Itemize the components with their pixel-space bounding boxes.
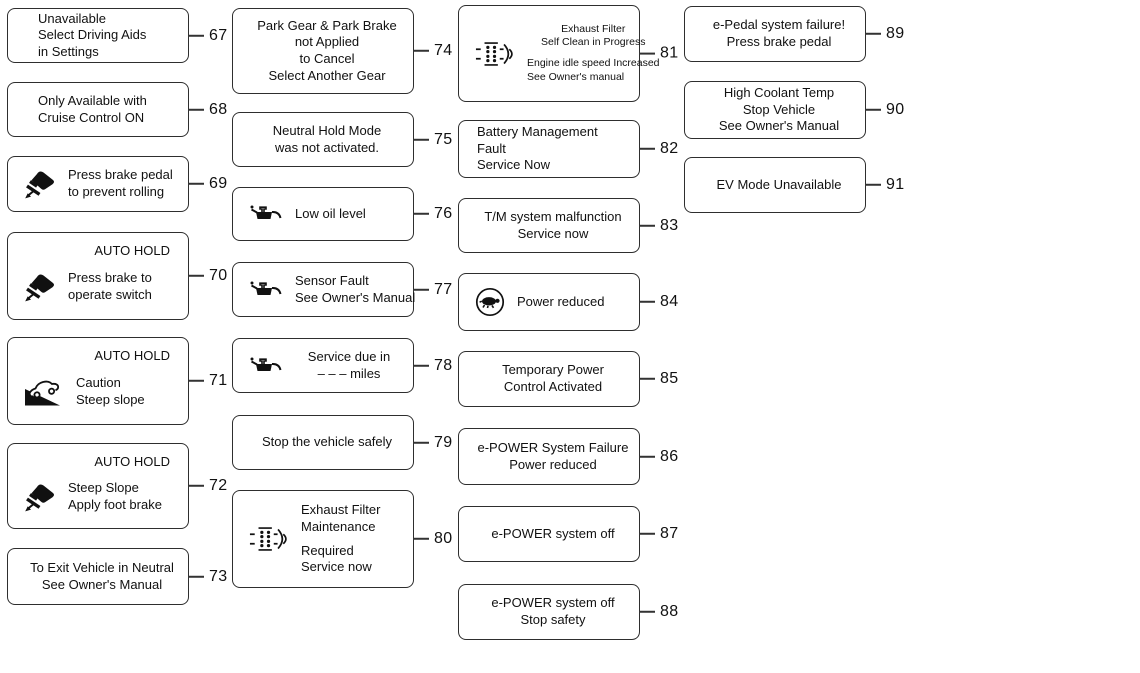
- ref-number: 78: [434, 356, 453, 374]
- message-line: e-POWER System Failure: [477, 439, 629, 455]
- ref-number: 72: [209, 476, 228, 494]
- message-box-90: [684, 81, 905, 139]
- message-line: Power reduced: [509, 456, 597, 472]
- callout-line: [639, 148, 655, 150]
- message-line: Neutral Hold Mode: [272, 122, 382, 138]
- message-line: Engine idle speed Increased: [527, 57, 660, 69]
- text-group: [301, 543, 403, 576]
- callout: [413, 355, 452, 375]
- message-box-68: [7, 82, 228, 137]
- message-text-block: [38, 11, 178, 61]
- message-line: Press brake pedal: [68, 167, 173, 183]
- callout: [188, 371, 227, 391]
- callout: [639, 292, 678, 312]
- callout: [865, 24, 904, 44]
- message-text-block: [251, 123, 403, 156]
- callout: [188, 566, 227, 586]
- message-line: Stop the vehicle safely: [261, 434, 393, 450]
- message-content: [469, 359, 629, 399]
- message-line: Apply foot brake: [68, 496, 162, 512]
- message-line: See Owner's Manual: [295, 289, 416, 305]
- message-box-88: [458, 584, 679, 640]
- text-group: [295, 206, 403, 223]
- auto-hold-label: AUTO HOLD: [94, 243, 170, 258]
- message-box-87: [458, 506, 679, 562]
- callout: [639, 602, 678, 622]
- message-box-67: [7, 8, 228, 63]
- message-text-block: [76, 375, 178, 408]
- callout-line: [413, 289, 429, 291]
- ref-number: 90: [886, 100, 905, 118]
- message-line: Exhaust Filter: [561, 22, 626, 35]
- text-group: [251, 18, 403, 85]
- message-line: Service Now: [477, 157, 550, 173]
- callout-line: [413, 538, 429, 540]
- ref-number: 73: [209, 567, 228, 585]
- brake-pedal-icon: [24, 272, 56, 302]
- callout-line: [639, 52, 655, 54]
- message-box-84: [458, 273, 679, 331]
- message-line: Unavailable: [38, 10, 106, 26]
- message-box-76: [232, 187, 453, 241]
- callout: [188, 25, 227, 45]
- callout-line: [865, 109, 881, 111]
- callout-line: [188, 183, 204, 185]
- exhaust-filter-icon: [249, 523, 289, 555]
- text-group: [477, 362, 629, 395]
- message-content: [18, 473, 178, 521]
- ref-number: 76: [434, 204, 453, 222]
- message-text-block: [477, 595, 629, 628]
- callout: [188, 174, 227, 194]
- message-line: To Exit Vehicle in Neutral: [30, 559, 174, 575]
- ref-number: 71: [209, 371, 228, 389]
- message-line: Steep slope: [76, 391, 145, 407]
- text-group: [68, 167, 178, 200]
- text-group: [477, 526, 629, 543]
- message-text-block: [477, 362, 629, 395]
- message-box-77: [232, 262, 453, 317]
- text-group: [251, 123, 403, 156]
- message-text-block: [517, 294, 629, 311]
- message-line: T/M system malfunction: [484, 208, 622, 224]
- message-box-81: [458, 5, 679, 102]
- message-text-block: [477, 209, 629, 242]
- message-text-block: [26, 560, 178, 593]
- message-content: [18, 164, 178, 204]
- message-line: See Owner's Manual: [41, 576, 163, 592]
- callout-line: [413, 365, 429, 367]
- message-line: Caution: [76, 375, 121, 391]
- message-line: Low oil level: [295, 205, 366, 221]
- message-content: [469, 281, 629, 323]
- ref-number: 80: [434, 529, 453, 547]
- oil-can-icon: [249, 204, 283, 224]
- ref-number: 81: [660, 44, 679, 62]
- message-text-block: [477, 124, 629, 174]
- callout-line: [413, 139, 429, 141]
- callout: [639, 139, 678, 159]
- message-text-block: [477, 440, 629, 473]
- callout: [413, 529, 452, 549]
- callout-line: [413, 442, 429, 444]
- callout: [188, 476, 227, 496]
- text-group: [477, 124, 629, 174]
- ref-number: 91: [886, 175, 905, 193]
- message-line: e-Pedal system failure!: [712, 17, 846, 33]
- callout: [413, 129, 452, 149]
- message-box-69: [7, 156, 228, 212]
- message-box-75: [232, 112, 453, 167]
- message-text-block: [703, 85, 855, 135]
- ref-number: 79: [434, 433, 453, 451]
- ref-number: 77: [434, 280, 453, 298]
- ref-number: 86: [660, 447, 679, 465]
- message-line: Temporary Power: [502, 362, 604, 378]
- callout-line: [413, 50, 429, 52]
- message-line: Exhaust Filter: [301, 502, 381, 518]
- callout-line: [188, 275, 204, 277]
- oil-can-icon: [249, 280, 283, 300]
- message-line: Steep Slope: [68, 480, 139, 496]
- message-text-block: [703, 17, 855, 50]
- message-content: [243, 498, 403, 580]
- message-line: See Owner's manual: [527, 70, 625, 83]
- message-content: [243, 423, 403, 462]
- message-content: [18, 90, 178, 129]
- ref-number: 84: [660, 292, 679, 310]
- text-group: [38, 93, 178, 126]
- message-content: [469, 124, 629, 173]
- ref-number: 74: [434, 41, 453, 59]
- message-text-block: [68, 270, 178, 303]
- message-line: Maintenance: [301, 518, 376, 534]
- message-box-83: [458, 198, 679, 253]
- message-content: [243, 195, 403, 233]
- message-text-block: [301, 502, 403, 576]
- message-content: [18, 262, 178, 312]
- turtle-icon: [475, 287, 505, 317]
- callout-line: [188, 35, 204, 37]
- callout-line: [188, 109, 204, 111]
- message-line: not Applied: [294, 34, 360, 50]
- message-text-block: [703, 177, 855, 194]
- message-line: See Owner's Manual: [718, 118, 840, 134]
- message-line: Control Activated: [503, 379, 603, 394]
- text-group: [517, 294, 629, 311]
- message-line: in Settings: [38, 43, 99, 59]
- message-content: [695, 14, 855, 54]
- exhaust-filter-icon: [475, 38, 515, 70]
- brake-pedal-icon: [24, 169, 56, 199]
- text-group: [26, 560, 178, 593]
- message-content: [243, 270, 416, 309]
- message-content: [469, 206, 629, 245]
- callout: [639, 446, 678, 466]
- text-group: [76, 375, 178, 408]
- callout: [413, 279, 452, 299]
- text-group: [477, 209, 629, 242]
- message-line: – – – miles: [317, 365, 381, 381]
- text-group: [295, 349, 403, 382]
- ref-number: 68: [209, 100, 228, 118]
- message-content: [469, 13, 660, 94]
- message-line: EV Mode Unavailable: [716, 176, 842, 192]
- message-line: to Cancel: [299, 51, 355, 66]
- ref-number: 75: [434, 130, 453, 148]
- message-line: Press brake pedal: [726, 34, 832, 49]
- callout-line: [639, 533, 655, 535]
- message-content: [695, 165, 855, 205]
- callout-line: [639, 378, 655, 380]
- text-group: [251, 434, 403, 451]
- message-content: [243, 120, 403, 159]
- callout-line: [188, 485, 204, 487]
- text-group: [703, 17, 855, 50]
- callout: [413, 432, 452, 452]
- callout: [865, 175, 904, 195]
- message-content: [243, 16, 403, 86]
- message-box-78: [232, 338, 453, 393]
- oil-can-icon: [249, 356, 283, 376]
- message-text-block: [295, 273, 415, 306]
- message-box-72: [7, 443, 228, 529]
- message-content: [469, 514, 629, 554]
- callout: [188, 266, 227, 286]
- message-line: Power reduced: [517, 293, 605, 309]
- text-group: [703, 177, 855, 194]
- message-content: [18, 367, 178, 417]
- callout: [413, 41, 452, 61]
- ref-number: 70: [209, 266, 228, 284]
- message-line: Select Driving Aids: [38, 27, 147, 43]
- message-line: Fault: [477, 140, 506, 156]
- auto-hold-label: AUTO HOLD: [94, 348, 170, 363]
- message-box-80: [232, 490, 453, 588]
- callout-line: [413, 213, 429, 215]
- message-line: Press brake to: [68, 270, 152, 286]
- message-line: Battery Management: [477, 124, 598, 140]
- text-group: [477, 595, 629, 628]
- callout-line: [639, 225, 655, 227]
- message-text-block: [68, 480, 178, 513]
- message-line: Service due in: [307, 348, 391, 364]
- callout: [639, 369, 678, 389]
- callout-line: [865, 184, 881, 186]
- ref-number: 85: [660, 369, 679, 387]
- callout-line: [639, 301, 655, 303]
- message-box-79: [232, 415, 453, 470]
- callout: [865, 100, 904, 120]
- callout-line: [188, 380, 204, 382]
- ref-number: 82: [660, 139, 679, 157]
- callout: [413, 204, 452, 224]
- auto-hold-label: AUTO HOLD: [94, 454, 170, 469]
- message-line: to prevent rolling: [68, 184, 165, 199]
- message-text-block: [295, 349, 403, 382]
- text-group: [68, 270, 178, 303]
- car-on-slope-icon: [24, 376, 64, 407]
- message-content: [18, 556, 178, 597]
- ref-number: 69: [209, 174, 228, 192]
- callout: [639, 524, 678, 544]
- message-box-82: [458, 120, 679, 178]
- message-box-89: [684, 6, 905, 62]
- message-box-70: [7, 232, 228, 320]
- ref-number: 89: [886, 24, 905, 42]
- callout: [188, 99, 227, 119]
- text-group: [68, 480, 178, 513]
- message-box-86: [458, 428, 679, 485]
- callout-line: [639, 611, 655, 613]
- message-line: High Coolant Temp: [723, 85, 835, 101]
- callout-line: [188, 576, 204, 578]
- ref-number: 87: [660, 524, 679, 542]
- message-content: [243, 346, 403, 385]
- message-line: Select Another Gear: [268, 67, 386, 83]
- message-box-73: [7, 548, 228, 605]
- message-box-74: [232, 8, 453, 94]
- callout: [639, 215, 678, 235]
- message-line: e-POWER system off: [491, 525, 615, 541]
- message-line: Self Clean in Progress: [541, 36, 646, 49]
- message-content: [469, 592, 629, 632]
- message-content: [695, 85, 855, 134]
- text-group: [38, 11, 178, 61]
- message-text-block: [477, 526, 629, 543]
- message-text-block: [68, 167, 178, 200]
- message-line: Sensor Fault: [295, 272, 369, 288]
- message-line: Stop safety: [520, 612, 586, 627]
- message-line: Service now: [517, 225, 589, 241]
- message-line: Required: [301, 542, 354, 558]
- message-line: e-POWER system off: [491, 595, 615, 611]
- callout-line: [639, 456, 655, 458]
- message-line: was not activated.: [274, 139, 380, 155]
- message-line: Park Gear & Park Brake: [257, 17, 397, 33]
- message-line: Cruise Control ON: [38, 109, 145, 125]
- message-text-block: [251, 18, 403, 85]
- message-line: Service now: [301, 559, 372, 575]
- message-line: operate switch: [68, 286, 152, 302]
- message-line: Only Available with: [38, 92, 147, 108]
- message-text-block: [295, 206, 403, 223]
- message-line: Stop Vehicle: [742, 101, 816, 117]
- brake-pedal-icon: [24, 482, 56, 512]
- callout: [639, 43, 678, 64]
- text-group: [301, 502, 403, 535]
- callout-line: [865, 33, 881, 35]
- message-box-85: [458, 351, 679, 407]
- text-group: [295, 273, 415, 306]
- message-text-block: [251, 434, 403, 451]
- message-box-71: [7, 337, 228, 425]
- ref-number: 83: [660, 216, 679, 234]
- ref-number: 67: [209, 26, 228, 44]
- text-group: [703, 85, 855, 135]
- message-box-91: [684, 157, 905, 213]
- ref-number: 88: [660, 602, 679, 620]
- message-text-block: [38, 93, 178, 126]
- message-content: [469, 436, 629, 477]
- message-content: [18, 10, 178, 59]
- text-group: [477, 440, 629, 473]
